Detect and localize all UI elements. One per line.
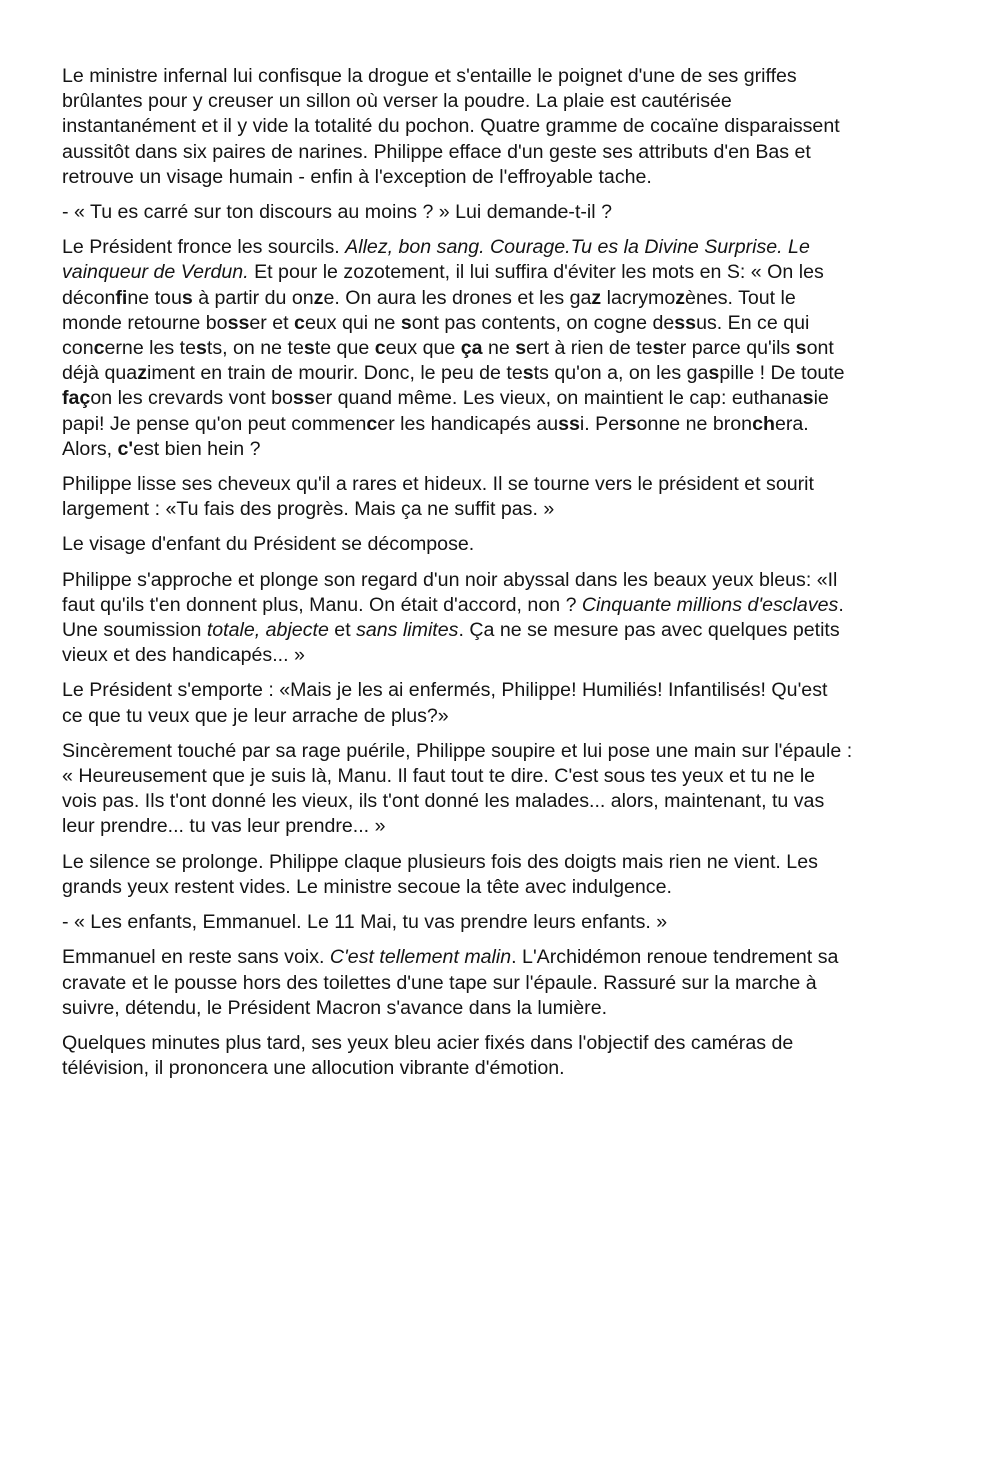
text-run: . Ça ne se mesure pas avec quelques petits vieux et des handicapés... » [62, 619, 840, 667]
text-run: erne les te [104, 337, 196, 360]
text-run: e. On aura les drones et les ga [323, 286, 592, 309]
text-run: à partir du on [192, 286, 314, 309]
bold-run: s [708, 362, 720, 385]
bold-run: z [313, 286, 324, 309]
text-run: ie papi! Je pense qu'on peut commen [62, 387, 829, 435]
text-run: ter parce qu'ils [663, 337, 796, 360]
text-run: er les handicapés au [377, 412, 559, 435]
text-run: Philippe s'approche et plonge son regard d'un noir abyssal dans les beaux yeux bleus: «Il faut qu'ils t'en donnent plus, Manu. On était d'accord, non ? [62, 568, 838, 616]
bold-run: c [93, 337, 105, 360]
text-run: lacrymo [601, 286, 676, 309]
bold-run: s [802, 387, 814, 410]
text-run: Le silence se prolonge. Philippe claque plusieurs fois des doigts mais rien ne vient. Les grands yeux restent vides. Le ministre secoue la tête avec indulgence. [62, 850, 818, 898]
bold-run: z [591, 286, 602, 309]
bold-run: ss [292, 387, 315, 410]
paragraph [62, 532, 962, 557]
text-run: ts qu'on a, on les ga [533, 362, 709, 385]
text-run: Le Président fronce les sourcils. [62, 236, 346, 259]
paragraph [62, 678, 962, 728]
bold-run: s [795, 337, 807, 360]
text-run: Emmanuel en reste sans voix. [62, 946, 330, 969]
text-run: eux que [385, 337, 461, 360]
text-run: ts, on ne te [206, 337, 304, 360]
paragraph [62, 200, 962, 225]
text-run: Le Président s'emporte : «Mais je les ai enfermés, Philippe! Humiliés! Infantilisés! Qu'est ce que tu veux que je leur arrache de plus?» [62, 679, 828, 727]
text-run: ènes. Tout le monde retourne bo [62, 286, 796, 334]
bold-run: z [137, 362, 147, 385]
paragraph [62, 739, 962, 840]
bold-run: ça [460, 337, 483, 360]
bold-run: c [366, 412, 378, 435]
text-run: onne ne bron [636, 412, 753, 435]
bold-run: ss [674, 311, 697, 334]
bold-run: s [196, 337, 207, 360]
bold-run: z [675, 286, 686, 309]
italic-run: sans limites [356, 619, 459, 642]
italic-run: totale, abjecte [206, 619, 329, 642]
text-run: era. Alors, [62, 412, 809, 460]
text-run: ne [482, 337, 516, 360]
text-run: Le visage d'enfant du Président se décompose. [62, 533, 475, 556]
bold-run: fi [115, 286, 128, 309]
text-run: i. Per [579, 412, 626, 435]
text-run: eux qui ne [304, 311, 401, 334]
paragraph [62, 910, 962, 935]
paragraph [62, 235, 962, 462]
paragraph [62, 64, 962, 190]
bold-run: faç [62, 387, 91, 410]
bold-run: s [625, 412, 637, 435]
italic-run: Allez, bon sang. Courage.Tu es la Divine Surprise. Le vainqueur de Verdun. [62, 236, 810, 284]
italic-run: C'est tellement malin [329, 946, 512, 969]
text-run: Le ministre infernal lui confisque la drogue et s'entaille le poignet d'une de ses griffes brûlantes pour y creuser un sillon où verser la poudre. La plaie est cautérisée instantanément et il y vide la totalité du pochon. Quatre gramme de cocaïne disparaissent aussitôt dans six paires de narines. Philippe efface d'un geste ses attributs d'en Bas et retrouve un visage humain - enfin à l'exception de l'effroyable tache. [62, 65, 840, 188]
bold-run: s [522, 362, 534, 385]
text-run: Sincèrement touché par sa rage puérile, Philippe soupire et lui pose une main sur l'épaule : « Heureusement que je suis là, Manu. Il faut tout te dire. C'est sous tes yeux et tu ne le vois pas. Ils t'ont donné les vieux, ils t'ont donné les malades... alors, maintenant, tu vas leur prendre... tu vas leur prendre... » [62, 739, 853, 838]
text-run: ont pas contents, on cogne de [411, 311, 675, 334]
paragraph [62, 1031, 962, 1081]
text-run: ert à rien de te [526, 337, 653, 360]
paragraph [62, 568, 962, 669]
text-run: ne tou [127, 286, 182, 309]
text-run: Philippe lisse ses cheveux qu'il a rares et hideux. Il se tourne vers le président et sourit largement : «Tu fais des progrès. Mais ça ne suffit pas. » [62, 473, 814, 521]
text-run: us. En ce qui con [62, 311, 810, 360]
text-run: . L'Archidémon renoue tendrement sa cravate et le pousse hors des toilettes d'une tape sur l'épaule. Rassuré sur la marche à suivre, détendu, le Président Macron s'avance dans la lumière. [62, 946, 839, 1019]
bold-run: s [181, 286, 193, 309]
text-run: iment en train de mourir. Donc, le peu de te [146, 362, 523, 385]
bold-run: ss [227, 311, 250, 334]
text-run: . Une soumission [62, 593, 844, 642]
text-run: te que [314, 337, 375, 360]
text-run: on les crevards vont bo [90, 387, 293, 410]
bold-run: c [374, 337, 386, 360]
paragraph [62, 945, 962, 1021]
text-run: er quand même. Les vieux, on maintient le cap: euthana [314, 387, 803, 410]
bold-run: ss [558, 412, 580, 435]
bold-run: c' [117, 437, 134, 460]
text-run: et [328, 619, 357, 642]
bold-run: s [400, 311, 412, 334]
text-run: er et [249, 311, 295, 334]
text-run: ont déjà qua [62, 337, 834, 385]
text-run: - « Tu es carré sur ton discours au moins ? » Lui demande-t-il ? [62, 201, 612, 224]
text-run: pille ! De toute [719, 362, 845, 385]
bold-run: s [652, 337, 664, 360]
bold-run: c [294, 311, 305, 334]
paragraph [62, 472, 962, 522]
text-run: est bien hein ? [133, 437, 261, 460]
bold-run: s [515, 337, 527, 360]
paragraph [62, 850, 962, 900]
text-run: Quelques minutes plus tard, ses yeux bleu acier fixés dans l'objectif des caméras de télévision, il prononcera une allocution vibrante d'émotion. [62, 1031, 794, 1080]
text-run: - « Les enfants, Emmanuel. Le 11 Mai, tu vas prendre leurs enfants. » [62, 911, 668, 934]
bold-run: s [303, 337, 315, 360]
bold-run: ch [752, 412, 775, 435]
text-run: Et pour le zozotement, il lui suffira d'éviter les mots en S: « On les décon [62, 261, 824, 309]
italic-run: Cinquante millions d'esclaves [581, 593, 839, 616]
document-body [62, 64, 962, 1091]
